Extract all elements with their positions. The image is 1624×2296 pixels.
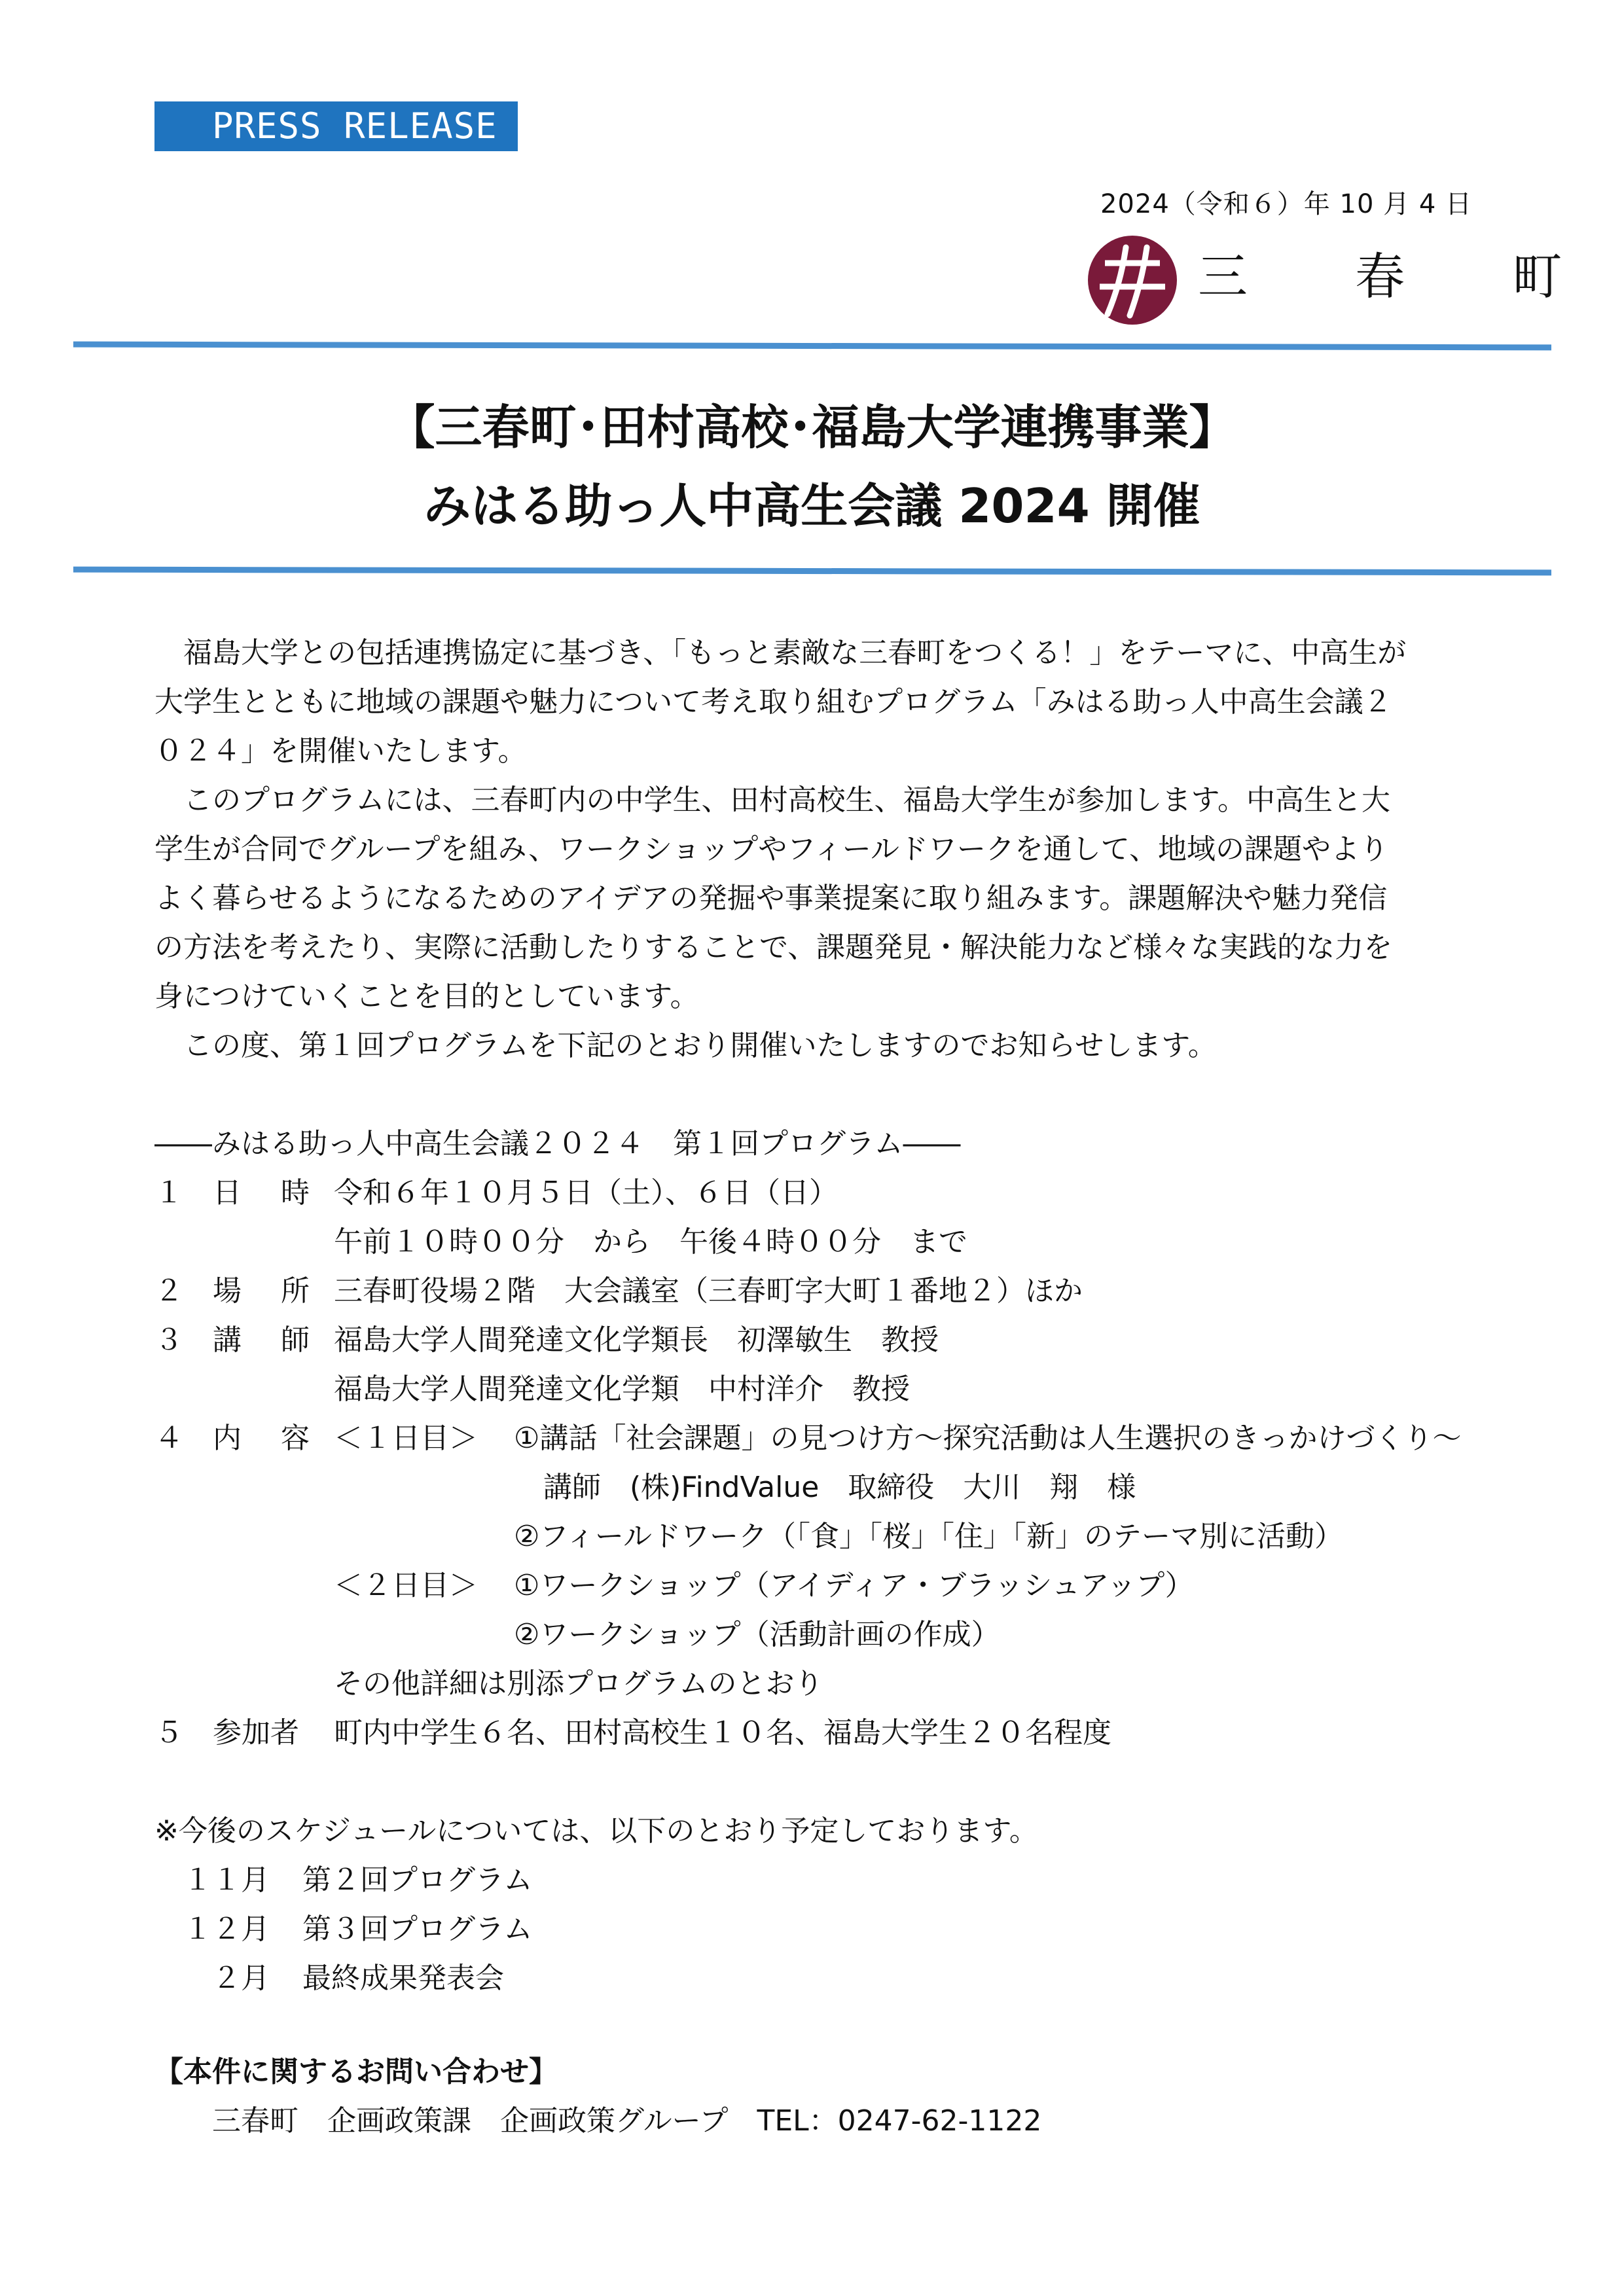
item-number: ５ <box>154 1716 183 1749</box>
item-label: 場 所 <box>213 1274 315 1308</box>
body-line: ０２４」を開催いたします。 <box>154 734 527 768</box>
schedule-event: 第３回プログラム <box>302 1912 533 1946</box>
item-value: 令和６年１０月５日（土）、６日（日） <box>334 1176 838 1210</box>
body-line: の方法を考えたり、実際に活動したりすることで、課題発見・解決能力など様々な実践的な力を <box>154 931 1393 964</box>
day1-item: ①講話「社会課題」の見つけ方～探究活動は人生選択のきっかけづくり～ <box>514 1422 1462 1455</box>
day2-item: ①ワークショップ（アイディア・ブラッシュアップ） <box>514 1569 1194 1602</box>
schedule-month: ２月 <box>212 1962 270 1995</box>
top-divider <box>73 342 1551 351</box>
day1-item: 講師 (株)FindValue 取締役 大川 翔 様 <box>543 1471 1136 1504</box>
item-label: 日 時 <box>213 1176 315 1210</box>
item-label: 講 師 <box>213 1323 315 1357</box>
item-number: １ <box>154 1176 183 1210</box>
press-release-banner: PRESS RELEASE <box>154 101 518 151</box>
item-value: 福島大学人間発達文化学類長 初澤敏生 教授 <box>334 1323 939 1357</box>
body-line: このプログラムには、三春町内の中学生、田村高校生、福島大学生が参加します。中高生と大 <box>154 783 1391 817</box>
town-name: 三 春 町 <box>1198 247 1608 306</box>
day2-item: ②ワークショップ（活動計画の作成） <box>514 1618 1000 1651</box>
body-line: 大学生とともに地域の課題や魅力について考え取り組むプログラム「みはる助っ人中高生会議２ <box>154 685 1392 719</box>
item-number: ４ <box>154 1422 183 1455</box>
title-line-2: みはる助っ人中高生会議 2024 開催 <box>424 478 1200 533</box>
program-heading: ――みはる助っ人中高生会議２０２４ 第１回プログラム―― <box>154 1127 961 1160</box>
item-label: 内 容 <box>213 1422 315 1455</box>
body-line: よく暮らせるようになるためのアイデアの発掘や事業提案に取り組みます。課題解決や魅力発信 <box>154 882 1388 915</box>
schedule-month: １１月 <box>183 1863 270 1897</box>
miharu-town-emblem-icon <box>1087 234 1178 326</box>
schedule-month: １２月 <box>183 1912 270 1946</box>
item-value: 三春町役場２階 大会議室（三春町字大町１番地２）ほか <box>334 1274 1083 1308</box>
item-value: 福島大学人間発達文化学類 中村洋介 教授 <box>334 1372 910 1406</box>
title-line-1: 【三春町･田村高校･福島大学連携事業】 <box>388 400 1236 455</box>
item-value: 午前１０時００分 から 午後４時００分 まで <box>334 1225 967 1259</box>
item-number: ３ <box>154 1323 183 1357</box>
body-line: 学生が合同でグループを組み、ワークショップやフィールドワークを通して、地域の課題やより <box>154 833 1388 866</box>
schedule-intro: ※今後のスケジュールについては、以下のとおり予定しております。 <box>154 1814 1038 1848</box>
day1-label: ＜１日目＞ <box>334 1422 478 1455</box>
contact-line: 三春町 企画政策課 企画政策グループ TEL：0247-62-1122 <box>212 2104 1042 2138</box>
release-date: 2024（令和６）年 10 月 4 日 <box>1100 189 1472 219</box>
bottom-divider <box>73 567 1551 576</box>
body-line: 身につけていくことを目的としています。 <box>154 980 699 1013</box>
item-value: 町内中学生６名、田村高校生１０名、福島大学生２０名程度 <box>334 1716 1111 1749</box>
schedule-event: 最終成果発表会 <box>302 1962 504 1995</box>
body-line: 福島大学との包括連携協定に基づき、「もっと素敵な三春町をつくる！」をテーマに、中高生が <box>154 636 1407 670</box>
schedule-event: 第２回プログラム <box>302 1863 533 1897</box>
day1-item: ②フィールドワーク（「食」「桜」「住」「新」のテーマ別に活動） <box>514 1520 1344 1553</box>
program-other: その他詳細は別添プログラムのとおり <box>334 1667 823 1700</box>
item-number: ２ <box>154 1274 183 1308</box>
item-label: 参加者 <box>213 1716 299 1749</box>
body-line: この度、第１回プログラムを下記のとおり開催いたしますのでお知らせします。 <box>154 1029 1217 1062</box>
contact-heading: 【本件に関するお問い合わせ】 <box>154 2055 558 2089</box>
day2-label: ＜２日目＞ <box>334 1569 478 1602</box>
